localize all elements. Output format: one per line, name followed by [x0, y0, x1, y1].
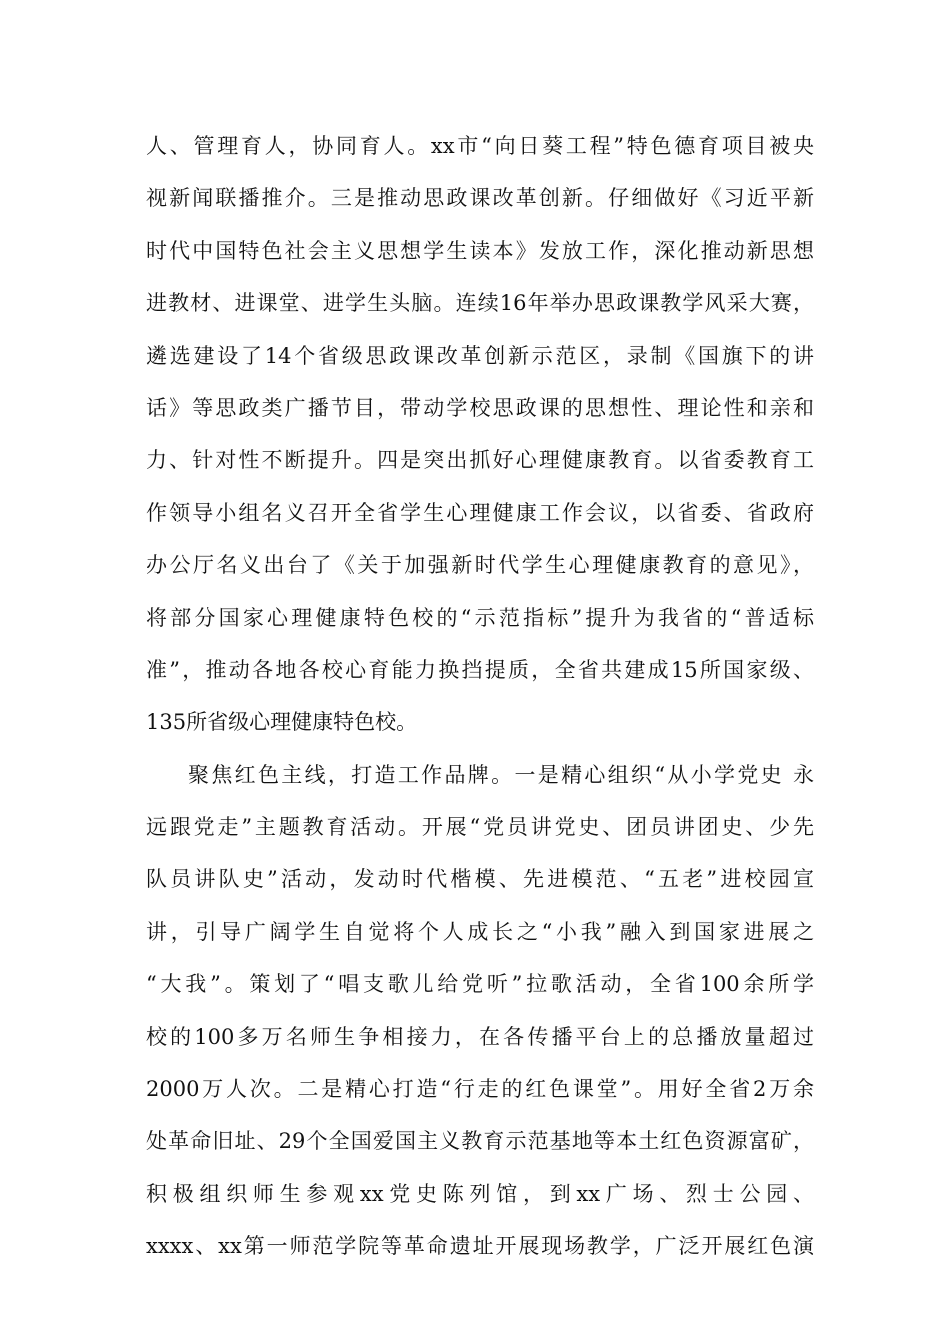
- text-line: 队员讲队史”活动，发动时代楷模、先进模范、“五老”进校园宣: [146, 867, 814, 892]
- text-line: 135所省级心理健康特色校。: [146, 710, 418, 735]
- text-line: 视新闻联播推介。三是推动思政课改革创新。仔细做好《习近平新: [146, 186, 814, 211]
- text-line: 校的100多万名师生争相接力，在各传播平台上的总播放量超过: [146, 1024, 814, 1049]
- text-line: 人、管理育人，协同育人。xx市“向日葵工程”特色德育项目被央: [146, 134, 814, 158]
- text-line: 时代中国特色社会主义思想学生读本》发放工作，深化推动新思想: [146, 238, 814, 263]
- text-line: xxxx、xx第一师范学院等革命遗址开展现场教学，广泛开展红色演: [146, 1234, 814, 1259]
- text-line: 积极组织师生参观xx党史陈列馆，到xx广场、烈士公园、: [146, 1181, 814, 1206]
- text-line: 将部分国家心理健康特色校的“示范指标”提升为我省的“普适标: [146, 605, 814, 630]
- text-line: 遴选建设了14个省级思政课改革创新示范区，录制《国旗下的讲: [146, 343, 814, 368]
- text-line: 处革命旧址、29个全国爱国主义教育示范基地等本土红色资源富矿，: [146, 1129, 814, 1154]
- text-line: 作领导小组名义召开全省学生心理健康工作会议，以省委、省政府: [146, 500, 814, 525]
- document-body: [146, 132, 814, 1285]
- text-line: 准”，推动各地各校心育能力换挡提质，全省共建成15所国家级、: [146, 657, 814, 682]
- text-line: 聚焦红色主线，打造工作品牌。一是精心组织“从小学党史 永: [188, 762, 814, 787]
- text-line: 力、针对性不断提升。四是突出抓好心理健康教育。以省委教育工: [146, 448, 814, 473]
- text-line: 话》等思政类广播节目，带动学校思政课的思想性、理论性和亲和: [146, 395, 814, 420]
- text-line: 2000万人次。二是精心打造“行走的红色课堂”。用好全省2万余: [146, 1077, 814, 1102]
- text-line: 办公厅名义出台了《关于加强新时代学生心理健康教育的意见》，: [146, 553, 814, 578]
- text-line: 进教材、进课堂、进学生头脑。连续16年举办思政课教学风采大赛，: [146, 291, 814, 316]
- text-line: 远跟党走”主题教育活动。开展“党员讲党史、团员讲团史、少先: [146, 815, 814, 840]
- text-line: 讲，引导广阔学生自觉将个人成长之“小我”融入到国家进展之: [146, 919, 814, 944]
- text-line: “大我”。策划了“唱支歌儿给党听”拉歌活动，全省100余所学: [146, 972, 814, 997]
